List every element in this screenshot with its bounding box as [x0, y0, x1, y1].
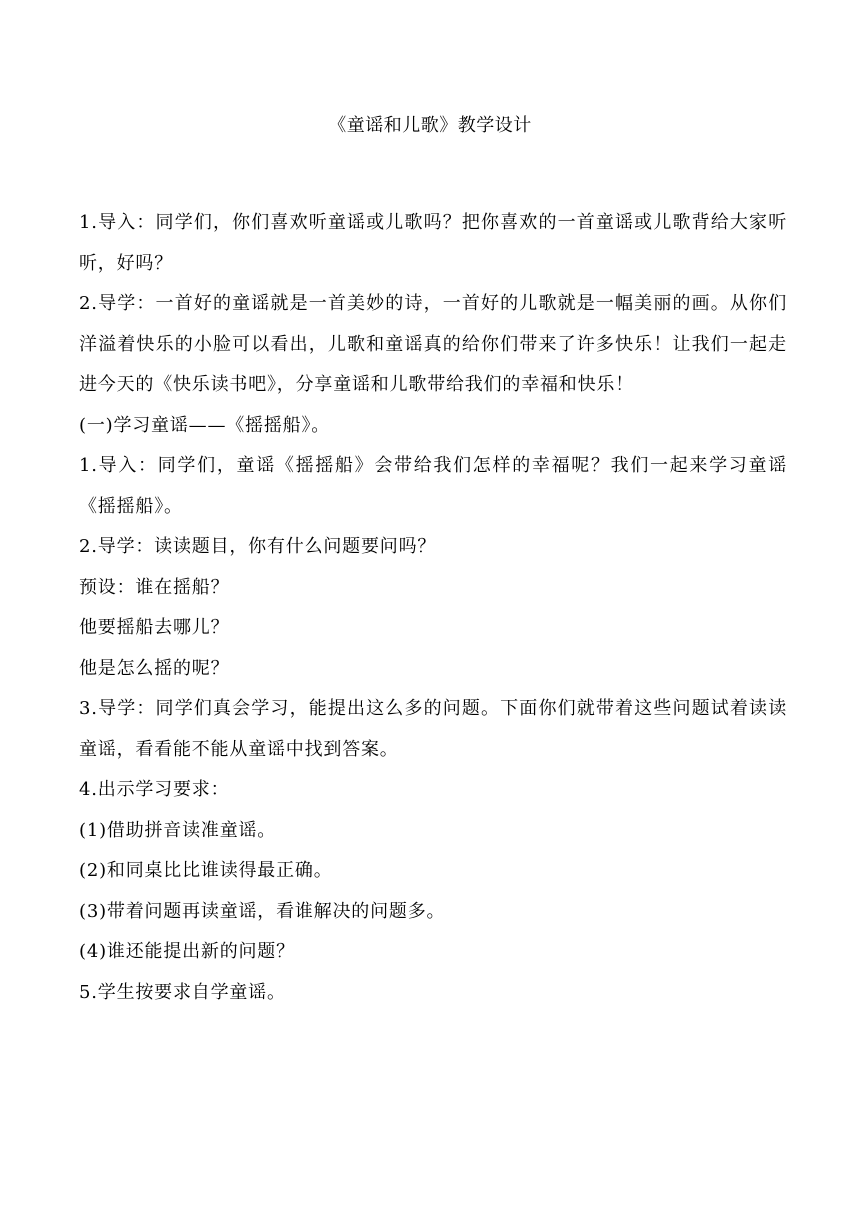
paragraph-guide: 2.导学：一首好的童谣就是一首美妙的诗，一首好的儿歌就是一幅美丽的画。从你们洋溢着快乐的小脸可以看出，儿歌和童谣真的给你们带来了许多快乐！让我们一起走进今天的《快乐读书吧》，分享童谣和儿歌带给我们的幸福和快乐！ [79, 293, 787, 395]
requirement-item-1: (1)借助拼音读准童谣。 [79, 819, 277, 841]
requirement-item-3: (3)带着问题再读童谣，看谁解决的问题多。 [79, 900, 446, 922]
paragraph-read-title: 2.导学：读读题目，你有什么问题要问吗？ [79, 536, 437, 557]
paragraph-self-study: 5.学生按要求自学童谣。 [79, 981, 286, 1003]
paragraph-intro: 1.导入：同学们，你们喜欢听童谣或儿歌吗？把你喜欢的一首童谣或儿歌背给大家听听，好吗？ [79, 212, 787, 274]
requirement-item-4: (4)谁还能提出新的问题？ [79, 941, 295, 962]
paragraph-preset-question-2: 他要摇船去哪儿？ [79, 617, 230, 638]
requirement-item-2: (2)和同桌比比谁读得最正确。 [79, 860, 333, 881]
document-title: 《童谣和儿歌》教学设计 [328, 115, 532, 136]
paragraph-preset-question-1: 预设：谁在摇船？ [79, 576, 230, 598]
paragraph-guide-reading: 3.导学：同学们真会学习，能提出这么多的问题。下面你们就带着这些问题试着读读童谣，看看能不能从童谣中找到答案。 [79, 698, 787, 760]
paragraph-requirements-heading: 4.出示学习要求： [79, 779, 230, 800]
document-body [79, 203, 787, 1013]
section-heading: (一)学习童谣——《摇摇船》。 [79, 414, 331, 436]
paragraph-preset-question-3: 他是怎么摇的呢？ [79, 657, 230, 679]
paragraph-section-intro: 1.导入：同学们，童谣《摇摇船》会带给我们怎样的幸福呢？我们一起来学习童谣《摇摇船》。 [79, 455, 787, 517]
